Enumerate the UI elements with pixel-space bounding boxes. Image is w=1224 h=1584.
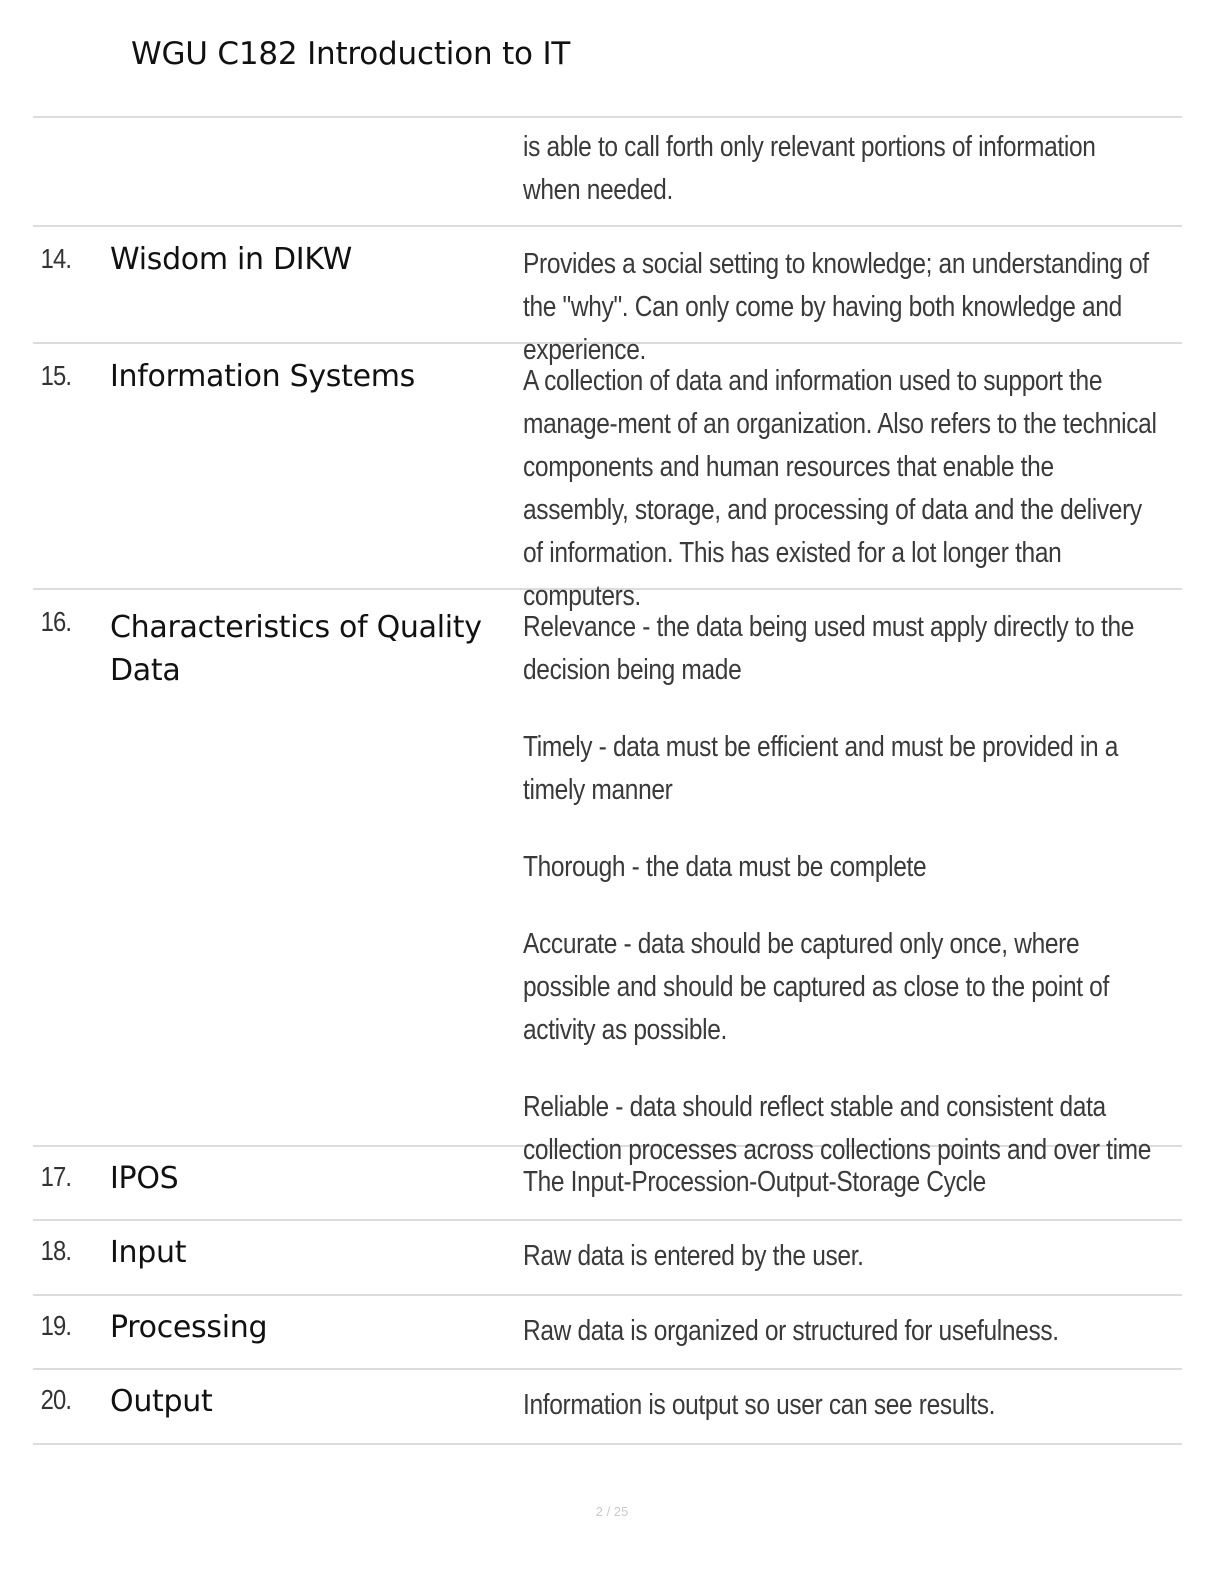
row-number: 15. bbox=[40, 360, 72, 391]
table-row bbox=[33, 1221, 1182, 1296]
definition-paragraph: Reliable - data should reflect stable and consistent data collection processes across collections points and over time bbox=[523, 1091, 1152, 1166]
row-definition bbox=[523, 243, 1224, 366]
definition-paragraph: The Input-Procession-Output-Storage Cycle bbox=[523, 1166, 986, 1198]
row-definition bbox=[523, 606, 1224, 1166]
row-number bbox=[33, 126, 98, 225]
definition-paragraph: A collection of data and information used to support the manage-ment of an organization. Also refers to the technical components and human resources that enable the assembly, storage, and processing of data and the delivery of information. This has existed for a lot longer than computers. bbox=[523, 365, 1157, 612]
table-row-continuation bbox=[33, 118, 1182, 227]
row-number: 14. bbox=[40, 243, 72, 274]
row-number: 20. bbox=[40, 1384, 72, 1415]
definition-paragraph: is able to call forth only relevant portions of information when needed. bbox=[523, 131, 1096, 206]
row-term: Wisdom in DIKW bbox=[110, 242, 353, 277]
flashcard-table bbox=[33, 116, 1182, 1445]
row-term: Input bbox=[110, 1235, 187, 1270]
row-definition bbox=[523, 1161, 1224, 1219]
row-definition bbox=[523, 1310, 1224, 1368]
document-title: WGU C182 Introduction to IT bbox=[131, 36, 571, 72]
definition-paragraph: Provides a social setting to knowledge; an understanding of the "why". Can only come by having both knowledge and experience. bbox=[523, 248, 1149, 366]
definition-paragraph: Information is output so user can see results. bbox=[523, 1389, 996, 1421]
row-definition bbox=[523, 1384, 1224, 1443]
row-number: 18. bbox=[40, 1235, 72, 1266]
definition-paragraph: Raw data is entered by the user. bbox=[523, 1240, 864, 1272]
definition-paragraph: Thorough - the data must be complete bbox=[523, 851, 927, 883]
row-definition bbox=[523, 360, 1224, 612]
page-number: 2 / 25 bbox=[595, 1504, 629, 1519]
definition-paragraph: Raw data is organized or structured for usefulness. bbox=[523, 1315, 1059, 1347]
row-term: Characteristics of Quality Data bbox=[110, 610, 482, 688]
row-term bbox=[110, 126, 523, 225]
row-number: 19. bbox=[40, 1310, 72, 1341]
row-term: Information Systems bbox=[110, 359, 415, 394]
row-definition bbox=[523, 126, 1224, 225]
table-row bbox=[33, 1296, 1182, 1370]
table-row bbox=[33, 1370, 1182, 1445]
row-term: Processing bbox=[110, 1310, 268, 1345]
table-row bbox=[33, 344, 1182, 612]
row-term: IPOS bbox=[110, 1161, 179, 1196]
definition-paragraph: Accurate - data should be captured only once, where possible and should be captured as close to the point of activity as possible. bbox=[523, 928, 1109, 1046]
table-row bbox=[33, 590, 1182, 1166]
row-number: 16. bbox=[40, 606, 72, 637]
row-term: Output bbox=[110, 1384, 213, 1419]
row-number: 17. bbox=[40, 1161, 72, 1192]
table-row bbox=[33, 227, 1182, 366]
definition-paragraph: Timely - data must be efficient and must be provided in a timely manner bbox=[523, 731, 1119, 806]
definition-paragraph: Relevance - the data being used must apply directly to the decision being made bbox=[523, 611, 1135, 686]
row-definition bbox=[523, 1235, 1224, 1294]
